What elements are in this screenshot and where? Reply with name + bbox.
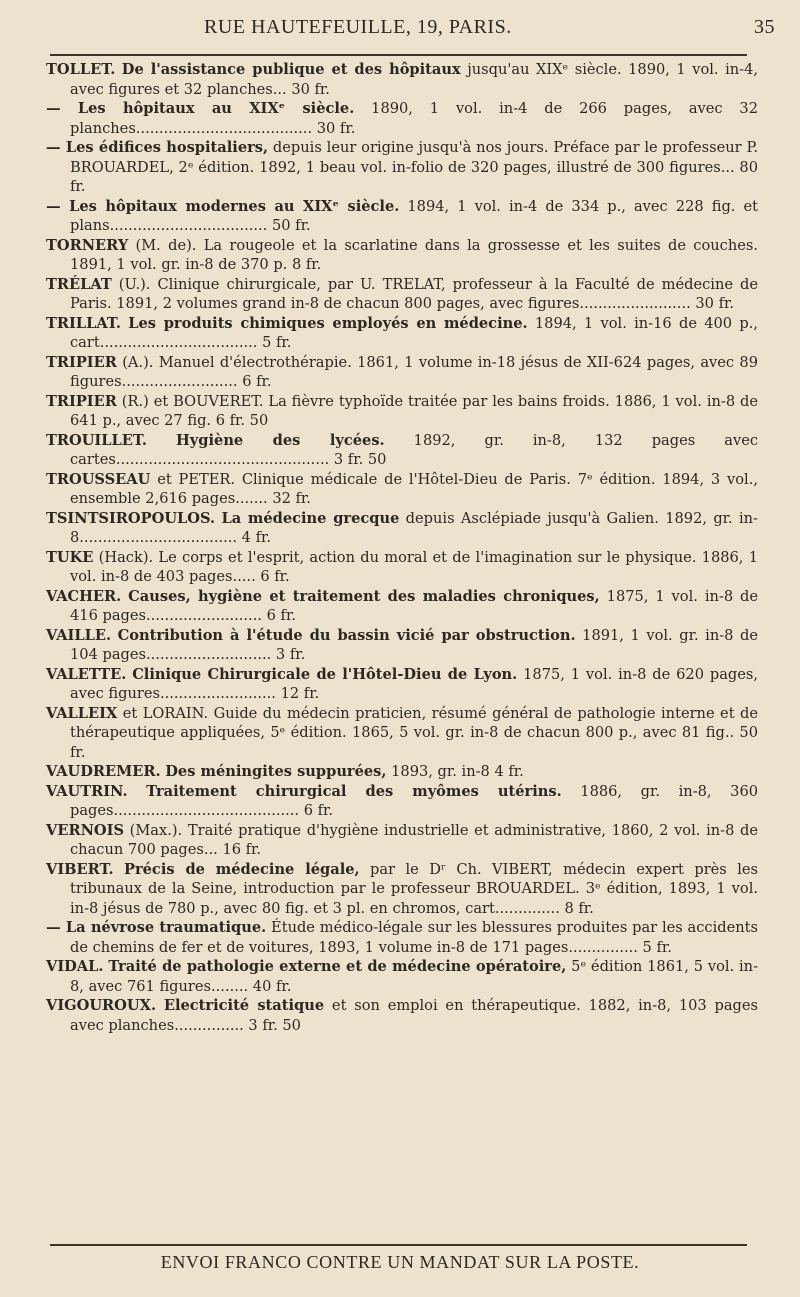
entry-author: — Les hôpitaux au XIXᵉ siècle. [46,100,355,117]
catalogue-entry [46,60,758,99]
entry-author: TUKE [46,548,94,566]
catalogue-entry [46,392,758,431]
catalogue-entry [46,704,758,763]
entry-author: TRIPIER [46,353,117,371]
catalogue-entry [46,431,758,470]
entry-author: — Les édifices hospitaliers, [46,139,269,156]
entry-author: TRIPIER [46,392,117,410]
entry-author: TORNERY [46,236,129,254]
entry-details: 1891, 1 vol. gr. in-8 de 104 pages........................... 3 fr. [70,626,759,663]
entry-author: TROUSSEAU [46,470,151,488]
entry-details: 1890, 1 vol. in-4 de 266 pages, avec 32 planches...................................... 30 fr. [70,100,758,137]
entry-title: Contribution à l'étude du bassin vicié par obstruction. [117,626,576,644]
entry-details: 1875, 1 vol. in-8 de 620 pages, avec figures......................... 12 fr. [70,665,759,702]
catalogue-entry [46,275,758,314]
entry-details: (A.). Manuel d'électrothérapie. 1861, 1 volume in-18 jésus de XII-624 pages, avec 89 figures......................... 6 fr. [70,353,758,390]
entry-details: par le Dʳ Ch. VIBERT, médecin expert près les tribunaux de la Seine, introduction par le professeur BROUARDEL. 3ᵉ édition, 1893, 1 vol. in-8 jésus de 780 p., avec 80 fig. et 3 pl. en chromos, cart.............. 8 fr. [70,860,759,917]
entry-author: VAUDREMER. [46,763,161,780]
entry-author: VALETTE. [46,665,127,683]
entry-author: VAUTRIN. [46,782,128,800]
entry-author: — La névrose traumatique. [46,919,267,936]
entry-author: VALLEIX [46,704,118,722]
entry-author: VIGOUROUX. [46,997,157,1014]
entry-details: 5ᵉ édition 1861, 5 vol. in-8, avec 761 figures........ 40 fr. [70,958,758,995]
entry-details: (Max.). Traité pratique d'hygiène industrielle et administrative, 1860, 2 vol. in-8 de chacun 700 pages... 16 fr. [70,821,758,858]
entry-title: Hygiène des lycées. [176,431,385,449]
catalogue-entry [46,470,758,509]
catalogue-entry [46,509,758,548]
entry-details: 1893, gr. in-8 4 fr. [386,763,524,780]
entry-author: VAILLE. [46,626,112,644]
entry-details: 1875, 1 vol. in-8 de 416 pages......................... 6 fr. [70,587,758,624]
catalogue-entry [46,782,758,821]
catalogue-entry [46,665,758,704]
footer-note: ENVOI FRANCO CONTRE UN MANDAT SUR LA POSTE. [160,1252,640,1272]
running-head-title: RUE HAUTEFEUILLE, 19, PARIS. [204,16,512,38]
entry-details: (U.). Clinique chirurgicale, par U. TRELAT, professeur à la Faculté de médecine de Paris. 1891, 2 volumes grand in-8 de chacun 800 pages, avec figures........................ 30 fr. [70,275,758,312]
entry-author: VERNOIS [46,821,124,839]
top-rule [50,54,747,56]
catalogue-entry [46,762,758,782]
entry-details: et son emploi en thérapeutique. 1882, in-8, 103 pages avec planches............... 3 fr. 50 [70,997,759,1034]
entry-title: Des méningites suppurées, [165,763,387,780]
entry-author: TOLLET. [46,61,116,78]
entry-details: et PETER. Clinique médicale de l'Hôtel-Dieu de Paris. 7ᵉ édition. 1894, 3 vol., ensemble 2,616 pages....... 32 fr. [70,470,758,507]
entry-author: VIBERT. [46,860,114,878]
entry-author: VACHER. [46,587,122,605]
entry-details: jusqu'au XIXᵉ siècle. 1890, 1 vol. in-4, avec figures et 32 planches... 30 fr. [70,61,758,98]
entry-details: (M. de). La rougeole et la scarlatine dans la grossesse et les suites de couches. 1891, 1 vol. gr. in-8 de 370 p. 8 fr. [70,236,758,273]
entry-title: Causes, hygiène et traitement des maladies chroniques, [128,587,600,605]
page-number: 35 [754,16,775,38]
catalogue-entry [46,918,758,957]
entry-details: depuis leur origine jusqu'à nos jours. Préface par le professeur P. BROUARDEL, 2ᵉ édition. 1892, 1 beau vol. in-folio de 320 pages, illustré de 300 figures... 80 fr. [70,139,758,195]
catalogue-entry [46,236,758,275]
entry-details: et LORAIN. Guide du médecin praticien, résumé général de pathologie interne et de thérapeutique appliquées, 5ᵉ édition. 1865, 5 vol. gr. in-8 de chacun 800 p., avec 81 fig.. 50 fr. [70,704,758,761]
entry-author: TSINTSIROPOULOS. [46,509,216,527]
catalogue-entry [46,626,758,665]
catalogue-entry [46,996,758,1035]
entry-details: 1886, gr. in-8, 360 pages........................................ 6 fr. [70,782,759,819]
catalogue-entry [46,138,758,197]
running-head [50,14,800,44]
entry-author: TRILLAT. [46,314,121,332]
entry-details: 1892, gr. in-8, 132 pages avec cartes.............................................. 3 fr. 50 [70,431,759,468]
catalogue-entry [46,353,758,392]
entry-title: Traitement chirurgical des myômes utérins. [146,782,562,800]
entry-title: Précis de médecine légale, [123,860,360,878]
entry-title: De l'assistance publique et des hôpitaux [121,61,461,78]
entry-title: Clinique Chirurgicale de l'Hôtel-Dieu de Lyon. [132,665,518,683]
entry-author: TRÉLAT [46,275,112,293]
bottom-rule [50,1244,747,1246]
entry-details: 1894, 1 vol. in-4 de 334 p., avec 228 fig. et plans.................................. 50 fr. [70,197,758,234]
catalogue-entry [46,99,758,138]
entry-details: (Hack). Le corps et l'esprit, action du moral et de l'imagination sur le physique. 1886, 1 vol. in-8 de 403 pages..... 6 fr. [70,548,758,585]
catalogue-entry [46,821,758,860]
entry-title: Traité de pathologie externe et de médecine opératoire, [108,958,567,975]
entry-details: depuis Asclépiade jusqu'à Galien. 1892, gr. in-8.................................. 4 fr. [70,509,758,546]
catalogue-entry [46,587,758,626]
entry-details: (R.) et BOUVERET. La fièvre typhoïde traitée par les bains froids. 1886, 1 vol. in-8 de 641 p., avec 27 fig. 6 fr. 50 [70,392,758,429]
entry-details: 1894, 1 vol. in-16 de 400 p., cart.................................. 5 fr. [70,314,758,351]
catalogue-entry [46,548,758,587]
entry-title: Les produits chimiques employés en médecine. [128,314,528,332]
catalogue-entries [46,60,758,1035]
entry-author: TROUILLET. [46,431,147,449]
catalogue-entry [46,314,758,353]
catalogue-entry [46,860,758,919]
entry-author: — Les hôpitaux modernes au XIXᵉ siècle. [46,197,400,215]
catalogue-entry [46,957,758,996]
entry-author: VIDAL. [46,958,104,975]
catalogue-entry [46,197,758,236]
entry-title: Electricité statique [163,997,325,1014]
entry-details: Étude médico-légale sur les blessures produites par les accidents de chemins de fer et de voitures, 1893, 1 volume in-8 de 171 pages............... 5 fr. [70,919,758,956]
entry-title: La médecine grecque [221,509,400,527]
